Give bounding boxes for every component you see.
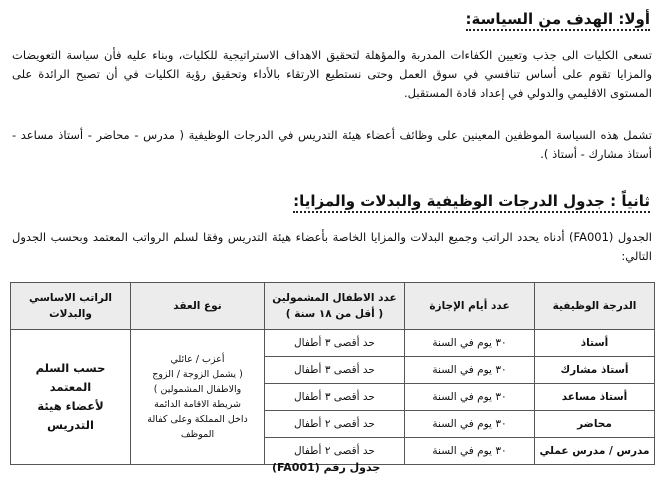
salary-line: حسب السلم المعتمد [35, 361, 106, 394]
children-cell: حد أقصى ٢ أطفال [265, 438, 405, 465]
contract-cell [131, 330, 265, 465]
table-caption: جدول رقم (FA001) [272, 461, 381, 474]
header-salary-line-2: والبدلات [49, 308, 92, 320]
section1-paragraph-1: تسعى الكليات الى جذب وتعيين الكفاءات المدربة والمؤهلة لتحقيق الاهداف الاستراتيجية للكليات، وبناء عليه فأن سياسة التعويضات والمزايا تقوم على أساس تنافسي في سوق العمل وحتى نستطيع الارتقاء بالأداء وتحقيق رؤية الكليات في أن تصبح الرائدة على المستوى الاقليمي والدولي في إعداد قادة المستقبل. [12, 48, 652, 100]
contract-line: داخل المملكة وعلى كفالة [147, 414, 248, 425]
leave-cell: ٣٠ يوم في السنة [405, 357, 535, 384]
grade-cell: مدرس / مدرس عملي [535, 438, 655, 465]
header-salary-line-1: الراتب الاساسي [28, 292, 113, 304]
contract-line: الموظف [180, 429, 215, 440]
contract-line: أعزب / عائلي [170, 354, 225, 365]
section2-paragraph: الجدول (FA001) أدناه يحدد الراتب وجميع البدلات والمزايا الخاصة بأعضاء هيئة التدريس وفقا لسلم الرواتب المعتمد وبحسب الجدول التالي: [12, 230, 652, 263]
table-header-row [11, 283, 655, 330]
grade-cell: أستاذ [535, 330, 655, 357]
header-grade: الدرجة الوظيفية [535, 283, 655, 330]
header-children-line-2: ( أقل من ١٨ سنة ) [285, 308, 384, 320]
contract-line: ( يشمل الزوجة / الزوج [152, 369, 243, 380]
section1-heading: أولا: الهدف من السياسة: [466, 10, 651, 31]
header-salary [11, 283, 131, 330]
leave-cell: ٣٠ يوم في السنة [405, 330, 535, 357]
children-cell: حد أقصى ٣ أطفال [265, 384, 405, 411]
header-contract: نوع العقد [131, 283, 265, 330]
children-cell: حد أقصى ٣ أطفال [265, 330, 405, 357]
children-cell: حد أقصى ٣ أطفال [265, 357, 405, 384]
grade-cell: أستاذ مشارك [535, 357, 655, 384]
section2-heading: ثانياً : جدول الدرجات الوظيفية والبدلات والمزايا: [293, 192, 650, 213]
grades-table [10, 282, 655, 465]
leave-cell: ٣٠ يوم في السنة [405, 438, 535, 465]
grade-cell: أستاذ مساعد [535, 384, 655, 411]
table-row [11, 330, 655, 357]
leave-cell: ٣٠ يوم في السنة [405, 384, 535, 411]
contract-line: شريطة الاقامة الدائمة [154, 399, 241, 410]
section1-paragraph-2: تشمل هذه السياسة الموظفين المعينين على وظائف أعضاء هيئة التدريس في الدرجات الوظيفية ( مدرس - محاضر - أستاذ مساعد - أستاذ مشارك - أستاذ ). [12, 128, 652, 161]
header-children-line-1: عدد الاطفال المشمولين [272, 292, 397, 304]
header-leave: عدد أيام الإجازة [405, 283, 535, 330]
salary-line: لأعضاء هيئة التدريس [37, 399, 104, 432]
grade-cell: محاضر [535, 411, 655, 438]
salary-cell [11, 330, 131, 465]
header-children [265, 283, 405, 330]
leave-cell: ٣٠ يوم في السنة [405, 411, 535, 438]
children-cell: حد أقصى ٢ أطفال [265, 411, 405, 438]
contract-line: والاطفال المشمولين ) [153, 384, 242, 395]
